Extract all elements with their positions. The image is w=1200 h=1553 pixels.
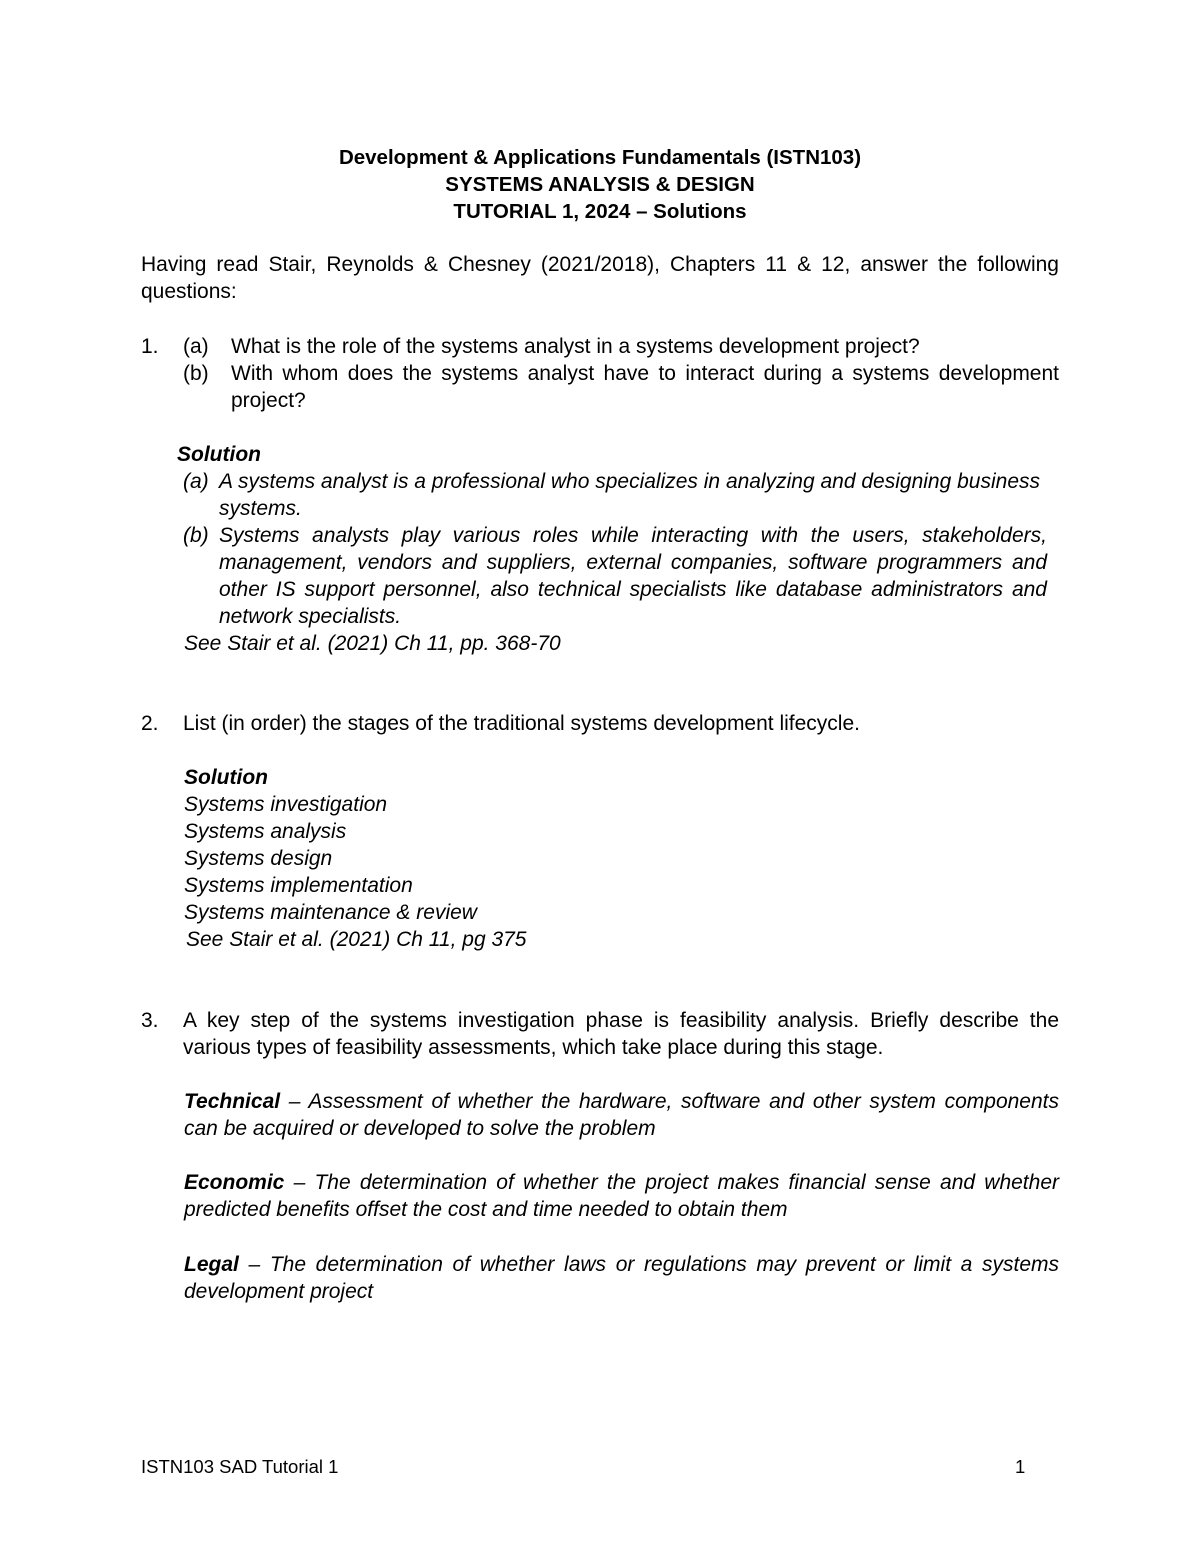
sdlc-stage: Systems implementation <box>184 874 413 897</box>
sdlc-stage: Systems maintenance & review <box>184 901 477 924</box>
solution-1b-text: Systems analysts play various roles while interacting with the users, stakeholders, management, vendors and suppliers, external companies, software programmers and other IS support personnel, also technical specialists like database administrators and network specialists. <box>219 524 1047 628</box>
sdlc-stage: Systems analysis <box>184 820 347 843</box>
footer-label: ISTN103 SAD Tutorial 1 <box>141 1456 339 1477</box>
question-3-number: 3. <box>141 1009 159 1032</box>
feasibility-term: Legal <box>184 1253 239 1276</box>
question-1-reference: See Stair et al. (2021) Ch 11, pp. 368-70 <box>184 632 561 655</box>
question-3-text: A key step of the systems investigation phase is feasibility analysis. Briefly describe the various types of feasibility assessments, which take place during this stage. <box>183 1009 1059 1059</box>
feasibility-economic <box>184 1169 1059 1223</box>
feasibility-legal <box>184 1251 1059 1305</box>
question-1b-label: (b) <box>183 362 209 385</box>
solution-1a-label: (a) <box>183 470 209 493</box>
feasibility-description: – The determination of whether the project makes financial sense and whether predicted benefits offset the cost and time needed to obtain them <box>184 1171 1059 1221</box>
feasibility-description: – The determination of whether laws or regulations may prevent or limit a systems development project <box>184 1253 1059 1303</box>
sdlc-stage: Systems design <box>184 847 333 870</box>
page-number: 1 <box>1015 1456 1026 1477</box>
question-2-text: List (in order) the stages of the traditional systems development lifecycle. <box>183 712 860 735</box>
intro-paragraph: Having read Stair, Reynolds & Chesney (2021/2018), Chapters 11 & 12, answer the following questions: <box>141 253 1059 303</box>
course-title: Development & Applications Fundamentals (ISTN103) <box>338 146 862 169</box>
feasibility-description: – Assessment of whether the hardware, software and other system components can be acquired or developed to solve the problem <box>184 1090 1059 1140</box>
question-1b-text: With whom does the systems analyst have to interact during a systems development project? <box>231 362 1059 412</box>
sdlc-stage: Systems investigation <box>184 793 388 816</box>
question-2-number: 2. <box>141 712 159 735</box>
subject-title: SYSTEMS ANALYSIS & DESIGN <box>445 173 755 196</box>
question-1-solution-heading: Solution <box>177 443 261 466</box>
feasibility-term: Technical <box>184 1090 281 1113</box>
solution-1b-label: (b) <box>183 524 209 547</box>
question-1-number: 1. <box>141 335 159 358</box>
feasibility-term: Economic <box>184 1171 285 1194</box>
feasibility-technical <box>184 1088 1059 1142</box>
tutorial-title: TUTORIAL 1, 2024 – Solutions <box>453 200 747 223</box>
solution-1a-text: A systems analyst is a professional who specializes in analyzing and designing business systems. <box>219 470 1040 520</box>
question-1a-label: (a) <box>183 335 209 358</box>
question-1a-text: What is the role of the systems analyst in a systems development project? <box>231 335 920 358</box>
question-2-solution-heading: Solution <box>184 766 268 789</box>
question-2-reference: See Stair et al. (2021) Ch 11, pg 375 <box>186 928 527 951</box>
